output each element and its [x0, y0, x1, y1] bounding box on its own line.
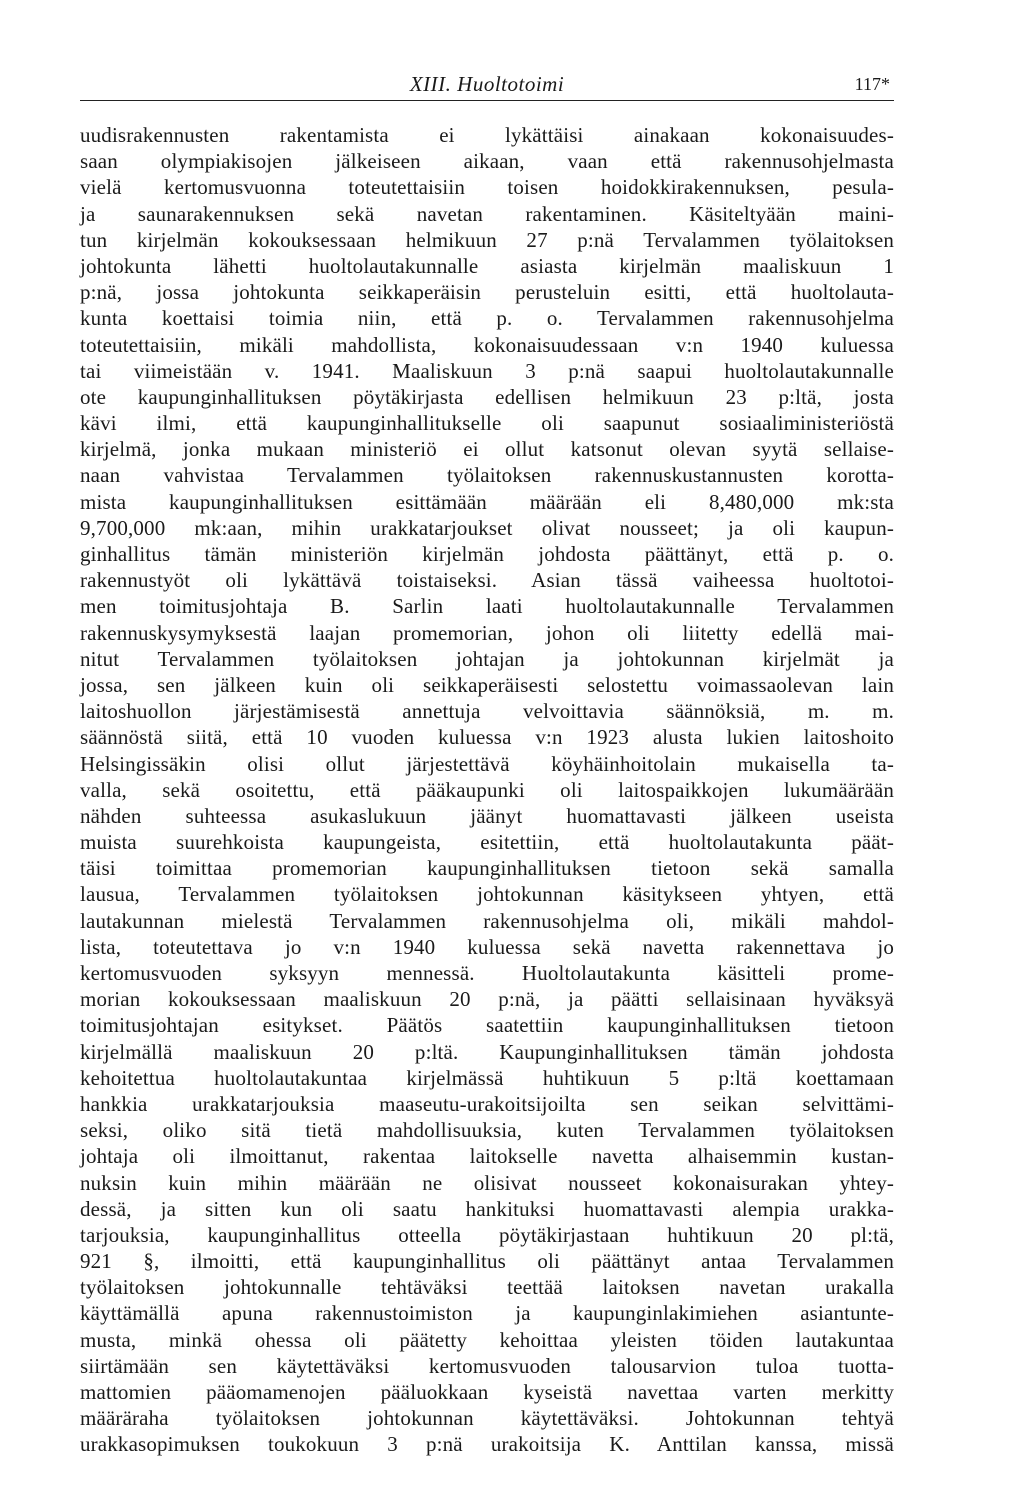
text-line: rakennustyöt oli lykättävä toistaiseksi. Asian tässä vaiheessa huoltotoi- [80, 568, 894, 593]
text-line: 9,700,000 mk:aan, mihin urakkatarjoukset olivat nousseet; ja oli kaupun- [80, 515, 894, 540]
text-line: käyttämällä apuna rakennustoimiston ja kaupunginlakimiehen asiantunte- [80, 1301, 894, 1326]
text-line: tarjouksia, kaupunginhallitus otteella pöytäkirjastaan huhtikuun 20 pl:tä, [80, 1222, 894, 1247]
text-line: siirtämään sen käytettäväksi kertomusvuoden talousarvion tuloa tuotta- [80, 1353, 894, 1378]
text-line: dessä, ja sitten kun oli saatu hankituksi huomattavasti alempia urakka- [80, 1196, 894, 1221]
text-line: kehoitettua huoltolautakuntaa kirjelmässä huhtikuun 5 p:ltä koettamaan [80, 1065, 894, 1090]
text-line: 921 §, ilmoitti, että kaupunginhallitus oli päättänyt antaa Tervalammen [80, 1249, 894, 1274]
text-line: valla, sekä osoitettu, että pääkaupunki oli laitospaikkojen lukumäärään [80, 777, 894, 802]
text-line: hankkia urakkatarjouksia maaseutu-urakoitsijoilta sen seikan selvittämi- [80, 1091, 894, 1116]
text-line: urakkasopimuksen toukokuun 3 p:nä urakoitsija K. Anttilan kanssa, missä [80, 1432, 894, 1457]
document-page [80, 68, 894, 1458]
text-line: lausua, Tervalammen työlaitoksen johtokunnan käsitykseen yhtyen, että [80, 882, 894, 907]
text-line: kirjelmällä maaliskuun 20 p:ltä. Kaupunginhallituksen tämän johdosta [80, 1039, 894, 1064]
text-line: työlaitoksen johtokunnalle tehtäväksi teettää laitoksen navetan urakalla [80, 1275, 894, 1300]
text-line: säännöstä siitä, että 10 vuoden kuluessa v:n 1923 alusta lukien laitoshoito [80, 725, 894, 750]
text-line: jossa, sen jälkeen kuin oli seikkaperäisesti selostettu voimassaolevan lain [80, 672, 894, 697]
text-line: musta, minkä ohessa oli päätetty kehoittaa yleisten töiden lautakuntaa [80, 1327, 894, 1352]
text-line: toteutettaisiin, mikäli mahdollista, kokonaisuudessaan v:n 1940 kuluessa [80, 332, 894, 357]
text-line: laitoshuollon järjestämisestä annettuja velvoittavia säännöksiä, m. m. [80, 699, 894, 724]
text-line: kunta koettaisi toimia niin, että p. o. Tervalammen rakennusohjelma [80, 306, 894, 331]
text-line: p:nä, jossa johtokunta seikkaperäisin perusteluin esitti, että huoltolauta- [80, 280, 894, 305]
running-title: XIII. Huoltotoimi [409, 72, 565, 96]
text-line: toimitusjohtajan esitykset. Päätös saatettiin kaupunginhallituksen tietoon [80, 1013, 894, 1038]
text-line: lista, toteutettava jo v:n 1940 kuluessa sekä navetta rakennettava jo [80, 934, 894, 959]
text-line: Helsingissäkin olisi ollut järjestettävä köyhäinhoitolain mukaisella ta- [80, 751, 894, 776]
text-line: naan vahvistaa Tervalammen työlaitoksen rakennuskustannusten korotta- [80, 463, 894, 488]
text-line: määräraha työlaitoksen johtokunnan käytettäväksi. Johtokunnan tehtyä [80, 1406, 894, 1431]
text-line: nitut Tervalammen työlaitoksen johtajan ja johtokunnan kirjelmät ja [80, 646, 894, 671]
text-line: mattomien pääomamenojen pääluokkaan kyseistä navettaa varten merkitty [80, 1380, 894, 1404]
text-line: vielä kertomusvuonna toteutettaisiin toisen hoidokkirakennuksen, pesula- [80, 175, 894, 200]
text-line: muista suurehkoista kaupungeista, esitettiin, että huoltolautakunta päät- [80, 830, 894, 855]
text-line: nuksin kuin mihin määrään ne olisivat nousseet kokonaisurakan yhtey- [80, 1170, 894, 1195]
text-line: nähden suhteessa asukaslukuun jäänyt huomattavasti jälkeen useista [80, 803, 894, 828]
text-line: morian kokouksessaan maaliskuun 20 p:nä, ja päätti sellaisinaan hyväksyä [80, 987, 894, 1012]
text-line: ote kaupunginhallituksen pöytäkirjasta edellisen helmikuun 23 p:ltä, josta [80, 384, 894, 409]
running-header [80, 68, 894, 101]
page-number: 117* [854, 74, 890, 94]
text-line: men toimitusjohtaja B. Sarlin laati huoltolautakunnalle Tervalammen [80, 594, 894, 619]
text-line: uudisrakennusten rakentamista ei lykättäisi ainakaan kokonaisuudes- [80, 123, 894, 147]
text-line: kävi ilmi, että kaupunginhallitukselle oli saapunut sosiaaliministeriöstä [80, 411, 894, 436]
text-line: rakennuskysymyksestä laajan promemorian, johon oli liitetty edellä mai- [80, 620, 894, 645]
text-line: johtaja oli ilmoittanut, rakentaa laitokselle navetta alhaisemmin kustan- [80, 1144, 894, 1169]
text-line: seksi, oliko sitä tietä mahdollisuuksia, kuten Tervalammen työlaitoksen [80, 1118, 894, 1143]
text-line: täisi toimittaa promemorian kaupunginhallituksen tietoon sekä samalla [80, 856, 894, 881]
text-line: tai viimeistään v. 1941. Maaliskuun 3 p:nä saapui huoltolautakunnalle [80, 358, 894, 383]
text-line: kertomusvuoden syksyyn mennessä. Huoltolautakunta käsitteli prome- [80, 961, 894, 985]
body-text [80, 122, 894, 1458]
text-line: saan olympiakisojen jälkeiseen aikaan, vaan että rakennusohjelmasta [80, 149, 894, 174]
text-line: tun kirjelmän kokouksessaan helmikuun 27 p:nä Tervalammen työlaitoksen [80, 227, 894, 252]
text-line: lautakunnan mielestä Tervalammen rakennusohjelma oli, mikäli mahdol- [80, 908, 894, 933]
text-line: mista kaupunginhallituksen esittämään määrään eli 8,480,000 mk:sta [80, 489, 894, 514]
text-line: kirjelmä, jonka mukaan ministeriö ei ollut katsonut olevan syytä sellaise- [80, 437, 894, 462]
text-line: ja saunarakennuksen sekä navetan rakentaminen. Käsiteltyään maini- [80, 201, 894, 226]
text-line: ginhallitus tämän ministeriön kirjelmän johdosta päättänyt, että p. o. [80, 542, 894, 566]
text-line: johtokunta lähetti huoltolautakunnalle asiasta kirjelmän maaliskuun 1 [80, 253, 894, 278]
